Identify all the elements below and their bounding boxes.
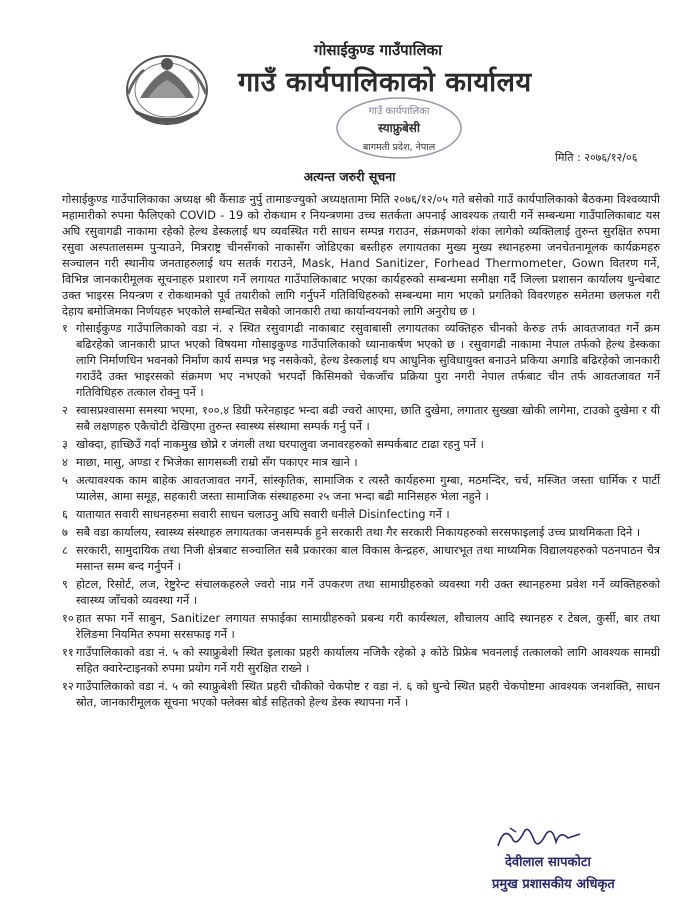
list-item xyxy=(62,679,660,711)
list-item xyxy=(62,403,660,435)
item-number: १२ xyxy=(62,680,74,693)
item-number: ९ xyxy=(62,578,68,591)
item-text: गाउँपालिकाको वडा नं. ५ को स्याफ्रुबेशी स्थित इलाका प्रहरी कार्यालय नजिकै रहेको ३ कोठे प्रिफ्रेब भवनलाई तत्कालको लागि आवश्यक सामग्री सहित क्वारेन्टाइनको रुपमा प्रयोग गर्ने गरी सुरक्षित राख्ने । xyxy=(76,646,660,675)
svg-text:बागमती प्रदेश, नेपाल: बागमती प्रदेश, नेपाल xyxy=(362,142,436,153)
nepal-emblem-icon xyxy=(118,48,216,128)
list-item xyxy=(62,473,660,505)
item-text: होटल, रिसोर्ट, लज, रेष्टुरेन्ट संचालकहरुले ज्वरो नाप्न गर्ने उपकरण तथा सामाग्रीहरुको व्यवस्था गरी उक्त स्थानहरुमा प्रवेश गर्ने व्यक्तिहरुको स्वास्थ्य जाँचको व्यवस्था गर्ने । xyxy=(76,578,660,607)
item-number: १ xyxy=(62,322,68,335)
notice-body xyxy=(62,192,660,713)
list-item xyxy=(62,611,660,643)
item-text: माछा, मासु, अण्डा र भिजेका सागसब्जी राम्रो सँग पकाएर मात्र खाने । xyxy=(76,456,358,469)
item-text: सरकारी, सामुदायिक तथा निजी क्षेत्रबाट सञ्चालित सबै प्रकारका बाल विकास केन्द्रहरु, आधारभूत तथा माध्यमिक विद्यालयहरुको पठनपाठन चैत्र मसान्त सम्म बन्द गर्नुपर्ने । xyxy=(76,544,660,573)
list-item xyxy=(62,543,660,575)
item-text: सबै वडा कार्यालय, स्वास्थ्य संस्थाहरु लगायतका जनसम्पर्क हुने सरकारी तथा गैर सरकारी निकायहरुको सरसफाइलाई उच्च प्राथमिकता दिने । xyxy=(76,526,641,539)
signer-title: प्रमुख प्रशासकीय अधिकृत xyxy=(492,877,615,892)
item-number: ८ xyxy=(62,544,68,557)
svg-text:गाउँ कार्यपालिका: गाउँ कार्यपालिका xyxy=(368,106,430,117)
list-item xyxy=(62,577,660,609)
item-text: हात सफा गर्ने साबुन, Sanitizer लगायत सफाईका सामाग्रीहरुको प्रबन्ध गरी कार्यस्थल, शौचालय आदि स्थानहरु र टेबल, कुर्सी, बार तथा रेलिङमा नियमित रुपमा सरसफाइ गर्ने । xyxy=(76,612,660,641)
svg-text:स्याफ्रुबेसी: स्याफ्रुबेसी xyxy=(377,121,421,135)
list-item xyxy=(62,321,660,401)
item-number: ७ xyxy=(62,526,68,539)
list-item xyxy=(62,507,660,523)
item-number: ११ xyxy=(62,646,74,659)
date-line: मिति : २०७६/१२/०६ xyxy=(555,151,638,164)
municipality-name: गोसाईकुण्ड गाउँपालिका xyxy=(314,41,443,59)
item-text: खोक्दा, हाच्छिउँ गर्दा नाकमुख छोप्ने र जंगली तथा घरपालुवा जनावरहरुको सम्पर्कबाट टाढा रहनु पर्ने । xyxy=(76,438,484,451)
list-item xyxy=(62,525,660,541)
item-text: अत्यावश्यक काम बाहेक आवतजावत नगर्ने, सांस्कृतिक, सामाजिक र त्यस्तै कार्यहरुमा गुम्बा, मठमन्दिर, चर्च, मस्जित जस्ता धार्मिक र पार्टी प्यालेस, आमा समूह, सहकारी जस्ता सामाजिक संस्थाहरुमा २५ जना भन्दा बढी मानिसहरु भेला नहुने । xyxy=(76,474,660,503)
item-text: गाउँपालिकाको वडा नं. ५ को स्याफ्रुबेशी स्थित प्रहरी चौकीको चेकपोष्ट र वडा नं. ६ को धुन्चे स्थित प्रहरी चेकपोष्टमा आवश्यक जनशक्ति, साधन स्रोत, जानकारीमूलक सूचना भएको फ्लेक्स बोर्ड सहितको हेल्थ डेस्क स्थापना गर्ने । xyxy=(76,680,660,709)
signer-name: देवीलाल सापकोटा xyxy=(505,855,591,870)
notice-subject: अत्यन्त जरुरी सूचना xyxy=(303,169,396,184)
item-number: ४ xyxy=(62,456,68,469)
item-number: ६ xyxy=(62,508,68,521)
list-item xyxy=(62,645,660,677)
item-number: २ xyxy=(62,404,68,417)
list-item xyxy=(62,437,660,453)
intro-paragraph: गोसाईकुण्ड गाउँपालिकाका अध्यक्ष श्री कैंसाङ नुर्पु तामाङज्युको अध्यक्षतामा मिति २०७६/१२/०५ गते बसेको गाउँ कार्यपालिकाको बैठकमा विश्वव्यापी महामारीको रुपमा फैलिएको COVID - 19 को रोकथाम र नियन्त्रणमा उच्च सतर्कता अपनाई आवश्यक तयारी गर्ने सम्बन्धमा गाउँपालिकाबाट यस अघि रसुवागढी नाकामा रहेको हेल्थ डेस्कलाई थप व्यवस्थित गरी साधन सम्पन्न गराउन, संक्रमणको शंका लागेको व्यक्तिलाई तुरुन्त सुरक्षित रुपमा रसुवा अस्पतालसम्म पुऱ्याउने, मित्रराष्ट्र चीनसँगको नाकासँग जोडिएका बस्तीहरु लगायतका मुख्य मुख्य स्थानहरुमा जनचेतनामूलक कार्यक्रमहरु सञ्चालन गरी स्थानीय जनताहरुलाई थप सतर्क गराउने, Mask, Hand Sanitizer, Forhead Thermometer, Gown वितरण गर्ने, विभिन्न जानकारीमूलक सूचनाहरु प्रशारण गर्ने लगायत गाउँपालिकाबाट भएका कार्यहरुको सम्बन्धमा समीक्षा गर्दै जिल्ला प्रशासन कार्यालय धुन्चेबाट उक्त भाइरस नियन्त्रण र रोकथामको पूर्व तयारीको लागि गर्नुपर्ने गतिविधिहरुको सम्बन्धमा माग भएको प्रगतिको विवरणहरु समेतमा छलफल गरी देहाय बमोजिमका निर्णयहरु भएकोले सम्बन्धित सबैको जानकारी तथा कार्यान्वयनको लागि अनुरोध छ । xyxy=(62,193,660,318)
handwritten-signature xyxy=(490,820,640,854)
item-text: गोसाईकुण्ड गाउँपालिकाको वडा नं. २ स्थित रसुवागढी नाकाबाट रसुवाबासी लगायतका व्यक्तिहरु चीनको केरुङ तर्फ आवतजावत गर्ने क्रम बढिरहेको जानकारी प्राप्त भएको विषयमा गोसाइकुण्ड गाउँपालिकाको ध्यानाकर्षण भएको छ । रसुवागढी नाकामा नेपाल तर्फको हेल्थ डेस्कका लागि निर्माणधिन भवनको निर्माण कार्य सम्पन्न भइ नसकेको, हेल्थ डेस्कलाई थप आधुनिक सुविधायुक्त बनाउने प्रकिया अगाडि बढिरहेको जानकारी गराउँदै उक्त भाइरसको संक्रमण भए नभएको भरपर्दो किसिमको चेकजाँच प्रक्रिया पुरा नगरी नेपाल तर्फबाट चीन तर्फ आवतजावत गर्ने गतिविधिहरु तत्काल रोक्नु पर्ने । xyxy=(76,322,660,399)
office-title: गाउँ कार्यपालिकाको कार्यालय xyxy=(238,67,532,98)
item-text: स्वासप्रश्वासमा समस्या भएमा, १००.४ डिग्री फरेनहाइट भन्दा बढी ज्वरो आएमा, छाति दुखेमा, लगातार सुख्खा खोकी लागेमा, टाउको दुखेमा र यी सबै लक्षणहरु एकैचोटी देखिएमा तुरुन्त स्वास्थ्य संस्थामा सम्पर्क गर्नु पर्ने । xyxy=(76,404,660,433)
item-number: १० xyxy=(62,612,74,625)
decision-list xyxy=(62,321,660,711)
item-text: यातायात सवारी साधनहरुमा सवारी साधन चलाउनु अघि सवारी धनीले Disinfecting गर्ने । xyxy=(76,508,450,521)
item-number: ५ xyxy=(62,474,68,487)
list-item xyxy=(62,455,660,471)
office-stamp xyxy=(334,96,464,160)
item-number: ३ xyxy=(62,438,68,451)
